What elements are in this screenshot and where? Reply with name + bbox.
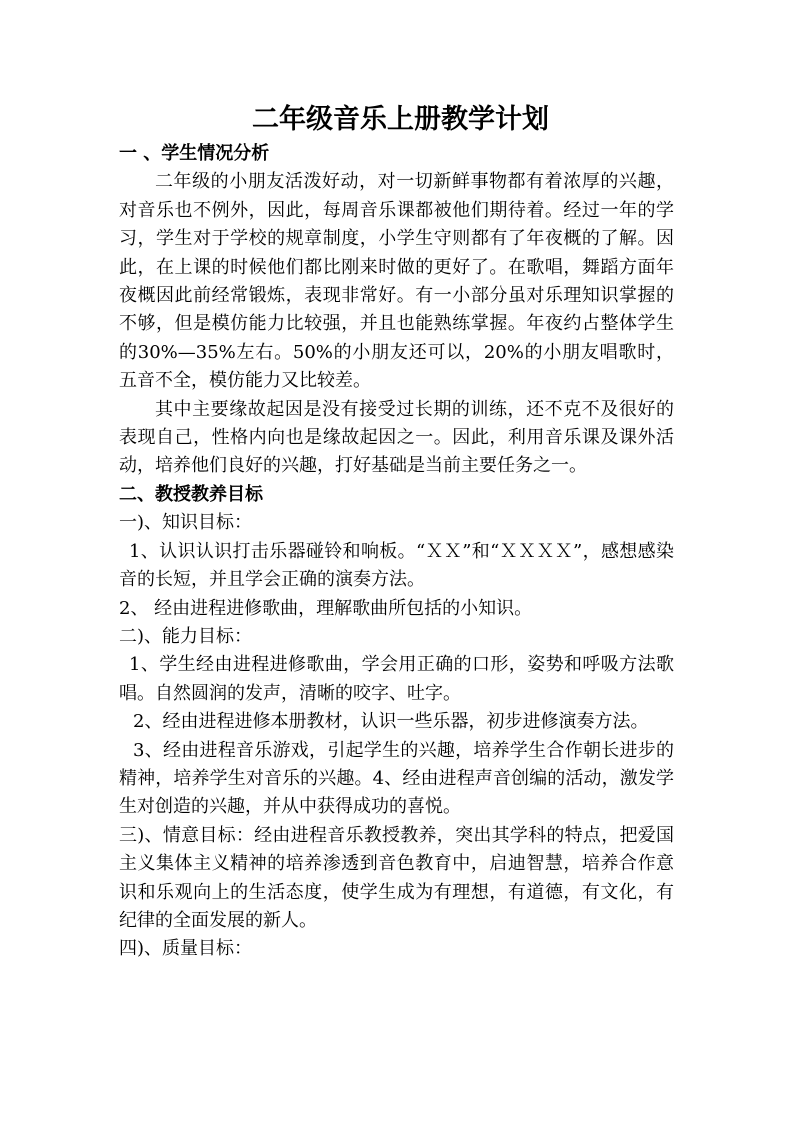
ability-goal-item-1: 1、学生经由进程进修歌曲，学会用正确的口形，姿势和呼吸方法歌唱。自然圆润的发声，清晰的咬字、吐字。 [119,654,674,704]
section-heading-student-analysis: 一 、学生情况分析 [119,143,270,164]
knowledge-goal-item-2: 2、 经由进程进修歌曲，理解歌曲所包括的小知识。 [119,597,533,619]
section-heading-teaching-goals: 二、教授教养目标 [119,483,263,505]
ability-goal-item-3: 3、经由进程音乐游戏，引起学生的兴趣，培养学生合作朝长进步的精神，培养学生对音乐的兴趣。4、经由进程声音创编的活动，激发学生对创造的兴趣，并从中获得成功的喜悦。 [119,739,674,818]
subheading-quality-goals: 四)、质量目标： [119,938,253,960]
paragraph-student-analysis-2: 其中主要缘故起因是没有接受过长期的训练，还不克不及很好的表现自己，性格内向也是缘故起因之一。因此，利用音乐课及课外活动，培养他们良好的兴趣，打好基础是当前主要任务之一。 [119,398,674,477]
subheading-knowledge-goals: 一)、知识目标： [119,512,253,534]
emotion-goals: 三)、情意目标：经由进程音乐教授教养，突出其学科的特点，把爱国主义集体主义精神的培养渗透到音色教育中，启迪智慧，培养合作意识和乐观向上的生活态度，使学生成为有理想，有道德，有文化，有纪律的全面发展的新人。 [119,824,674,931]
knowledge-goal-item-1: 1、认识认识打击乐器碰铃和响板。“ＸＸ”和“ＸＸＸＸ”，感想感染音的长短，并且学会正确的演奏方法。 [119,540,674,591]
ability-goal-item-2: 2、经由进程进修本册教材，认识一些乐器，初步进修演奏方法。 [133,711,649,733]
paragraph-student-analysis-1: 二年级的小朋友活泼好动，对一切新鲜事物都有着浓厚的兴趣，对音乐也不例外，因此，每周音乐课都被他们期待着。经过一年的学习，学生对于学校的规章制度，小学生守则都有了年夜概的了解。因此，在上课的时候他们都比刚来时做的更好了。在歌唱，舞蹈方面年夜概因此前经常锻炼，表现非常好。有一小部分虽对乐理知识掌握的不够，但是模仿能力比较强，并且也能熟练掌握。年夜约占整体学生的30%—35%左右。50%的小朋友还可以，20%的小朋友唱歌时，五音不全，模仿能力又比较差。 [119,171,674,392]
document-page [119,100,674,964]
subheading-ability-goals: 二)、能力目标： [119,625,253,647]
document-title: 二年级音乐上册教学计划 [252,104,549,135]
